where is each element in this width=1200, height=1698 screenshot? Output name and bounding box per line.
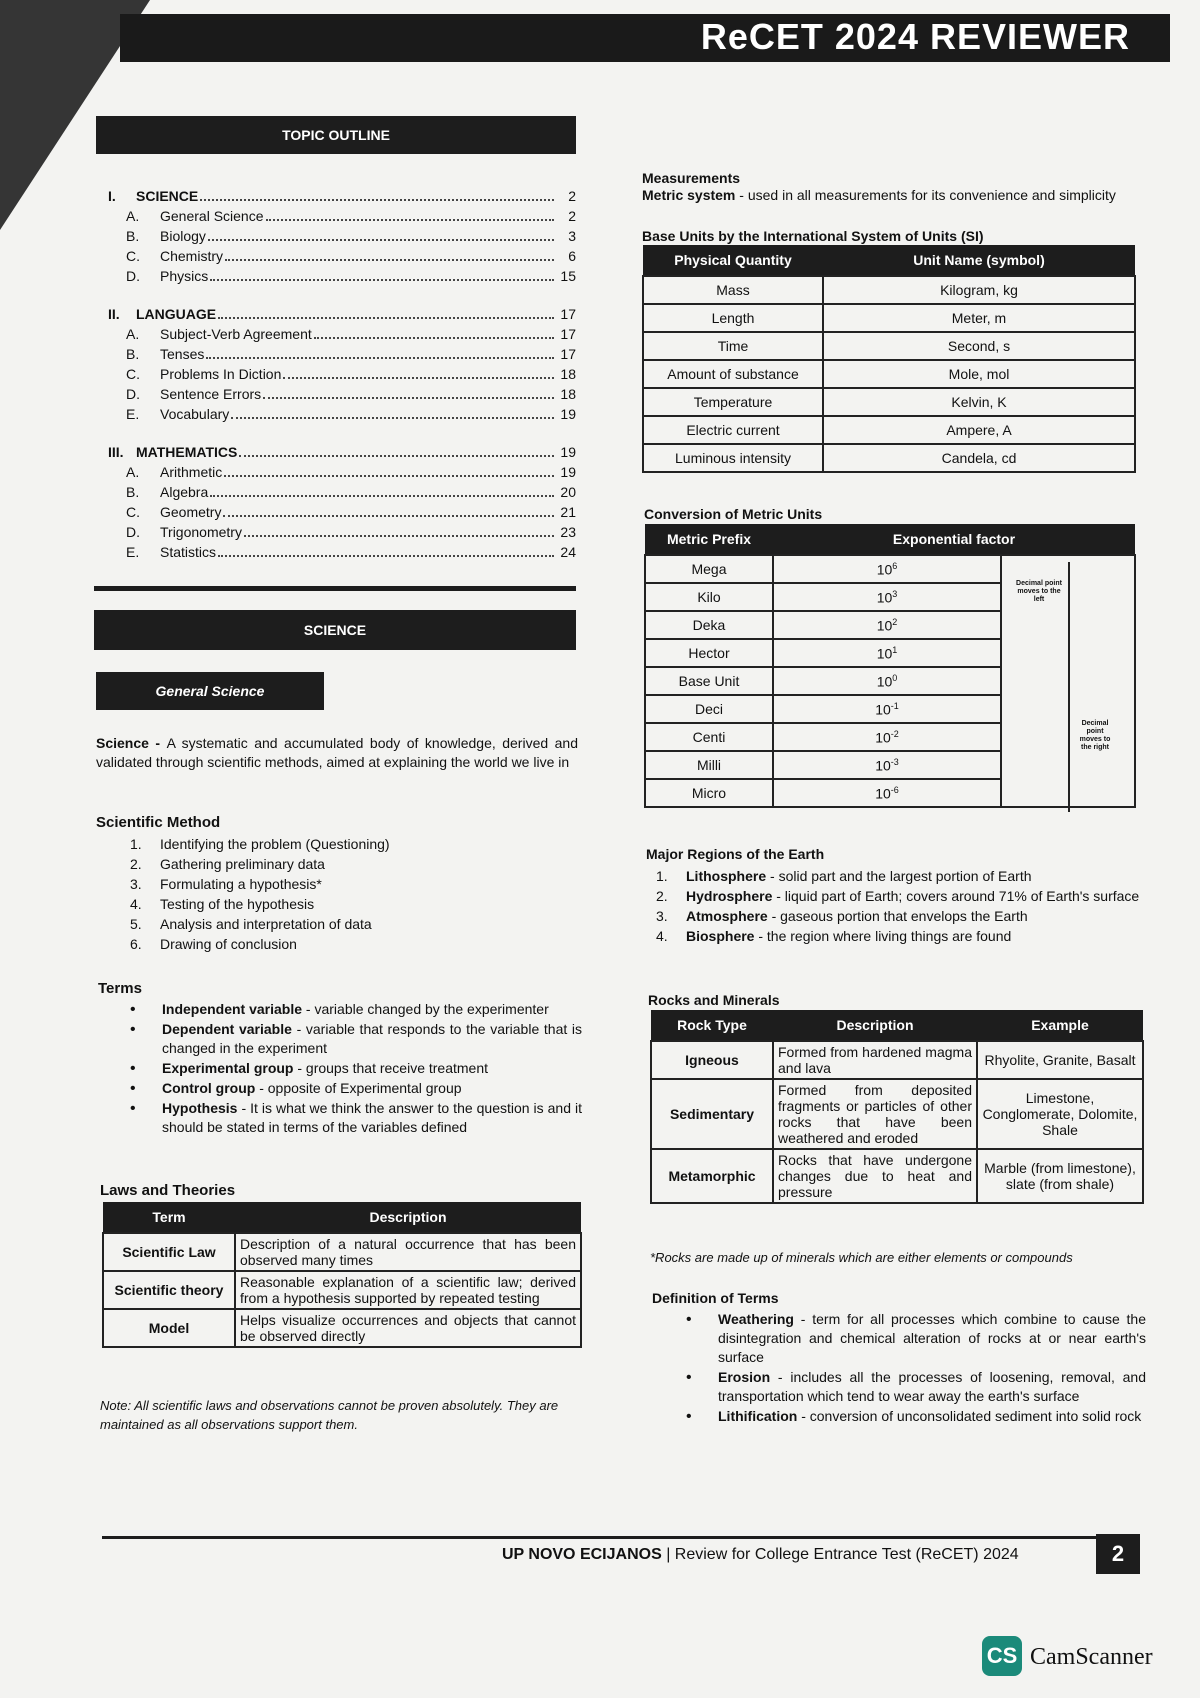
terms-title: Terms bbox=[98, 980, 142, 997]
list-item-term: Weathering bbox=[718, 1311, 794, 1327]
region-desc: - liquid part of Earth; covers around 71% of Earth's surface bbox=[772, 888, 1140, 904]
toc-item-label: Chemistry bbox=[160, 248, 224, 264]
si-unit-cell: Kelvin, K bbox=[823, 388, 1135, 416]
prefix-cell: Centi bbox=[645, 723, 773, 751]
toc-section-label: MATHEMATICS bbox=[136, 444, 238, 460]
method-step-number: 2. bbox=[130, 856, 142, 872]
toc-item-label: Sentence Errors bbox=[160, 386, 262, 402]
laws-note: Note: All scientific laws and observations cannot be proven absolutely. They are maintained as all observations support them. bbox=[100, 1398, 559, 1432]
toc-item bbox=[108, 344, 576, 364]
factor-base: 10 bbox=[875, 785, 891, 802]
table-row bbox=[103, 1309, 581, 1347]
region-item bbox=[656, 886, 1144, 906]
factor-base: 10 bbox=[875, 757, 891, 774]
bullet-icon: • bbox=[130, 1100, 136, 1117]
toc-item-page: 18 bbox=[560, 366, 576, 382]
scientific-method-title: Scientific Method bbox=[96, 814, 221, 831]
factor-base: 10 bbox=[875, 701, 891, 718]
table-row bbox=[643, 444, 1135, 472]
toc-item bbox=[108, 206, 576, 226]
rock-type-cell: Sedimentary bbox=[651, 1079, 773, 1149]
list-item bbox=[130, 1000, 582, 1019]
toc-item-label: Trigonometry bbox=[160, 524, 242, 540]
decimal-left-note: Decimal point moves to the left bbox=[1016, 580, 1062, 603]
toc-leader bbox=[210, 495, 554, 497]
list-item bbox=[686, 1310, 1146, 1367]
topic-outline-bar: TOPIC OUTLINE bbox=[96, 116, 576, 154]
toc-item bbox=[108, 404, 576, 424]
list-item-text bbox=[162, 1099, 582, 1137]
factor-exponent: 6 bbox=[892, 560, 898, 571]
toc-leader bbox=[283, 377, 554, 379]
prefix-cell: Mega bbox=[645, 555, 773, 583]
toc-item bbox=[108, 482, 576, 502]
table-row bbox=[643, 388, 1135, 416]
factor-exponent: 2 bbox=[892, 616, 898, 627]
toc-spacer bbox=[108, 286, 576, 304]
factor-cell bbox=[773, 751, 1001, 779]
toc-item bbox=[108, 542, 576, 562]
conversion-title: Conversion of Metric Units bbox=[644, 506, 823, 522]
conversion-header-factor: Exponential factor bbox=[773, 524, 1135, 555]
toc-item-letter: B. bbox=[126, 484, 140, 500]
rock-example-cell: Limestone, Conglomerate, Dolomite, Shale bbox=[977, 1079, 1143, 1149]
region-text bbox=[686, 906, 1144, 926]
method-step-text: Identifying the problem (Questioning) bbox=[160, 836, 390, 852]
si-quantity-cell: Mass bbox=[643, 276, 823, 304]
si-quantity-cell: Time bbox=[643, 332, 823, 360]
list-item-term: Lithification bbox=[718, 1408, 798, 1424]
bullet-icon: • bbox=[130, 1001, 136, 1018]
list-item-term: Experimental group bbox=[162, 1060, 294, 1076]
toc-section bbox=[108, 442, 576, 462]
method-step-number: 5. bbox=[130, 916, 142, 932]
science-definition-text: A systematic and accumulated body of knowledge, derived and validated through scientific methods, aimed at explaining the world we live in bbox=[96, 735, 578, 770]
toc-item-label: Geometry bbox=[160, 504, 222, 520]
toc-item-page: 3 bbox=[568, 228, 576, 244]
si-quantity-cell: Temperature bbox=[643, 388, 823, 416]
list-item-text bbox=[162, 1000, 582, 1019]
region-term: Hydrosphere bbox=[686, 888, 773, 904]
toc-item-letter: C. bbox=[126, 504, 140, 520]
toc-item-page: 23 bbox=[560, 524, 576, 540]
toc-item-letter: A. bbox=[126, 208, 140, 224]
factor-base: 10 bbox=[876, 561, 893, 578]
decimal-right-note: Decimal point moves to the right bbox=[1079, 720, 1111, 751]
toc-leader bbox=[244, 535, 554, 537]
toc-item-letter: E. bbox=[126, 406, 140, 422]
prefix-cell: Micro bbox=[645, 779, 773, 807]
list-item-desc: - opposite of Experimental group bbox=[255, 1080, 462, 1096]
rock-type-cell: Igneous bbox=[651, 1041, 773, 1079]
list-item-term: Dependent variable bbox=[162, 1021, 292, 1037]
toc-item bbox=[108, 462, 576, 482]
region-number: 3. bbox=[656, 908, 668, 924]
toc-item-label: Biology bbox=[160, 228, 206, 244]
bullet-icon: • bbox=[130, 1080, 136, 1097]
toc-section-num: II. bbox=[108, 306, 120, 322]
list-item bbox=[130, 1099, 582, 1137]
list-item bbox=[686, 1368, 1146, 1406]
bullet-icon: • bbox=[686, 1369, 692, 1386]
toc-item-page: 17 bbox=[560, 346, 576, 362]
toc-leader bbox=[231, 417, 554, 419]
factor-exponent: 1 bbox=[892, 644, 898, 655]
factor-cell bbox=[773, 779, 1001, 807]
list-item-text bbox=[718, 1368, 1146, 1406]
toc-item bbox=[108, 324, 576, 344]
rock-example-cell: Marble (from limestone), slate (from shale) bbox=[977, 1149, 1143, 1203]
regions-list bbox=[656, 866, 1144, 946]
page-number: 2 bbox=[1096, 1534, 1140, 1574]
laws-desc-cell: Reasonable explanation of a scientific law; derived from a hypothesis supported by repeated testing bbox=[235, 1271, 581, 1309]
list-item-desc: - includes all the processes of loosening, removal, and transportation which tend to wear away the earth's surface bbox=[718, 1369, 1146, 1404]
bullet-icon: • bbox=[130, 1060, 136, 1077]
toc-item-page: 15 bbox=[560, 268, 576, 284]
table-row bbox=[643, 332, 1135, 360]
rocks-header-example: Example bbox=[977, 1010, 1143, 1041]
region-term: Atmosphere bbox=[686, 908, 768, 924]
toc-leader bbox=[208, 239, 554, 241]
toc-leader bbox=[210, 279, 554, 281]
toc-leader bbox=[206, 357, 554, 359]
toc-item-page: 21 bbox=[560, 504, 576, 520]
toc-leader bbox=[223, 515, 554, 517]
laws-header-description: Description bbox=[235, 1202, 581, 1233]
toc-item-letter: B. bbox=[126, 346, 140, 362]
toc-item-page: 19 bbox=[560, 464, 576, 480]
si-unit-cell: Kilogram, kg bbox=[823, 276, 1135, 304]
toc-item-label: General Science bbox=[160, 208, 264, 224]
region-number: 4. bbox=[656, 928, 668, 944]
method-step-text: Gathering preliminary data bbox=[160, 856, 325, 872]
region-text bbox=[686, 886, 1144, 906]
decimal-arrow-line bbox=[1068, 562, 1070, 812]
decimal-arrow-cell bbox=[1001, 555, 1135, 807]
toc-leader bbox=[266, 219, 554, 221]
toc-item-letter: C. bbox=[126, 248, 140, 264]
method-step-text: Drawing of conclusion bbox=[160, 936, 297, 952]
method-step bbox=[130, 854, 390, 874]
regions-title: Major Regions of the Earth bbox=[646, 846, 825, 862]
factor-cell bbox=[773, 723, 1001, 751]
toc-item-page: 24 bbox=[560, 544, 576, 560]
rock-example-cell: Rhyolite, Granite, Basalt bbox=[977, 1041, 1143, 1079]
toc-item bbox=[108, 502, 576, 522]
table-row bbox=[643, 416, 1135, 444]
toc-item-letter: A. bbox=[126, 326, 140, 342]
list-item bbox=[130, 1079, 582, 1098]
toc-item-label: Vocabulary bbox=[160, 406, 230, 422]
toc-leader bbox=[239, 455, 554, 457]
toc-item-label: Arithmetic bbox=[160, 464, 223, 480]
toc-item-letter: D. bbox=[126, 268, 140, 284]
laws-term-cell: Model bbox=[103, 1309, 235, 1347]
factor-base: 10 bbox=[876, 617, 893, 634]
list-item-text bbox=[718, 1310, 1146, 1367]
toc-section-num: III. bbox=[108, 444, 124, 460]
factor-base: 10 bbox=[876, 645, 893, 662]
table-row bbox=[651, 1079, 1143, 1149]
footer-rule bbox=[102, 1536, 1102, 1539]
si-quantity-cell: Electric current bbox=[643, 416, 823, 444]
toc-item-letter: C. bbox=[126, 366, 140, 382]
prefix-cell: Milli bbox=[645, 751, 773, 779]
si-header-quantity: Physical Quantity bbox=[643, 245, 823, 276]
factor-cell bbox=[773, 555, 1001, 583]
bullet-icon: • bbox=[686, 1311, 692, 1328]
method-step-number: 3. bbox=[130, 876, 142, 892]
method-step-number: 1. bbox=[130, 836, 142, 852]
method-step bbox=[130, 934, 390, 954]
toc-item-page: 17 bbox=[560, 326, 576, 342]
toc-item-label: Problems In Diction bbox=[160, 366, 282, 382]
toc-item bbox=[108, 522, 576, 542]
laws-term-cell: Scientific Law bbox=[103, 1233, 235, 1271]
footer-org: UP NOVO ECIJANOS bbox=[502, 1546, 662, 1563]
toc-leader bbox=[218, 317, 554, 319]
table-row bbox=[643, 360, 1135, 388]
si-header-unit: Unit Name (symbol) bbox=[823, 245, 1135, 276]
laws-desc-cell: Description of a natural occurrence that has been observed many times bbox=[235, 1233, 581, 1271]
factor-exponent: -2 bbox=[890, 728, 899, 739]
factor-cell bbox=[773, 611, 1001, 639]
prefix-cell: Base Unit bbox=[645, 667, 773, 695]
factor-exponent: -3 bbox=[890, 756, 899, 767]
rock-desc-cell: Rocks that have undergone changes due to heat and pressure bbox=[773, 1149, 977, 1203]
list-item-text bbox=[162, 1079, 582, 1098]
list-item bbox=[686, 1407, 1146, 1426]
si-unit-cell: Candela, cd bbox=[823, 444, 1135, 472]
toc-item-letter: E. bbox=[126, 544, 140, 560]
list-item-term: Erosion bbox=[718, 1369, 771, 1385]
method-step bbox=[130, 834, 390, 854]
rock-desc-cell: Formed from hardened magma and lava bbox=[773, 1041, 977, 1079]
science-definition bbox=[96, 734, 578, 772]
toc-leader bbox=[224, 475, 554, 477]
prefix-cell: Kilo bbox=[645, 583, 773, 611]
metric-system-term: Metric system bbox=[642, 187, 736, 203]
camscanner-logo: CS bbox=[982, 1636, 1022, 1676]
laws-title: Laws and Theories bbox=[100, 1182, 236, 1199]
si-unit-cell: Ampere, A bbox=[823, 416, 1135, 444]
region-term: Lithosphere bbox=[686, 868, 767, 884]
factor-exponent: 3 bbox=[892, 588, 898, 599]
region-number: 1. bbox=[656, 868, 668, 884]
conversion-table bbox=[644, 524, 1136, 808]
table-row bbox=[651, 1041, 1143, 1079]
header-title: ReCET 2024 REVIEWER bbox=[700, 16, 1130, 57]
factor-cell bbox=[773, 583, 1001, 611]
bullet-icon: • bbox=[130, 1021, 136, 1038]
factor-exponent: 0 bbox=[892, 672, 898, 683]
rocks-note: *Rocks are made up of minerals which are either elements or compounds bbox=[650, 1250, 1073, 1265]
toc-item-page: 2 bbox=[568, 208, 576, 224]
si-unit-cell: Meter, m bbox=[823, 304, 1135, 332]
metric-system-desc: - used in all measurements for its convenience and simplicity bbox=[735, 187, 1116, 203]
factor-cell bbox=[773, 667, 1001, 695]
list-item-desc: - conversion of unconsolidated sediment into solid rock bbox=[797, 1408, 1142, 1424]
region-desc: - the region where living things are found bbox=[754, 928, 1012, 944]
region-text bbox=[686, 866, 1144, 886]
terms-list bbox=[130, 1000, 582, 1138]
region-number: 2. bbox=[656, 888, 668, 904]
factor-base: 10 bbox=[876, 673, 893, 690]
prefix-cell: Hector bbox=[645, 639, 773, 667]
toc-item-page: 18 bbox=[560, 386, 576, 402]
list-item-desc: - variable that responds to the variable that is changed in the experiment bbox=[162, 1021, 582, 1056]
table-row bbox=[103, 1233, 581, 1271]
list-item-desc: - groups that receive treatment bbox=[293, 1060, 489, 1076]
toc-section-label: LANGUAGE bbox=[136, 306, 217, 322]
region-item bbox=[656, 906, 1144, 926]
factor-cell bbox=[773, 639, 1001, 667]
list-item-desc: - term for all processes which combine to cause the disintegration and chemical alteration of rocks at or near earth's surface bbox=[718, 1311, 1146, 1365]
rocks-title: Rocks and Minerals bbox=[648, 992, 780, 1008]
definitions-title: Definition of Terms bbox=[652, 1290, 779, 1306]
list-item-text bbox=[162, 1020, 582, 1058]
toc-item-label: Subject-Verb Agreement bbox=[160, 326, 312, 342]
factor-cell bbox=[773, 695, 1001, 723]
toc-item bbox=[108, 266, 576, 286]
toc-leader bbox=[225, 259, 554, 261]
toc-section bbox=[108, 304, 576, 324]
si-unit-cell: Mole, mol bbox=[823, 360, 1135, 388]
list-item bbox=[130, 1020, 582, 1058]
topic-outline bbox=[108, 186, 576, 562]
toc-item bbox=[108, 226, 576, 246]
si-quantity-cell: Length bbox=[643, 304, 823, 332]
method-step bbox=[130, 874, 390, 894]
toc-leader bbox=[314, 337, 554, 339]
toc-item bbox=[108, 364, 576, 384]
list-item-text bbox=[718, 1407, 1146, 1426]
prefix-cell: Deka bbox=[645, 611, 773, 639]
si-units-table bbox=[642, 245, 1136, 473]
si-quantity-cell: Amount of substance bbox=[643, 360, 823, 388]
scientific-method-list bbox=[130, 834, 390, 954]
measurements-title: Measurements bbox=[642, 170, 741, 186]
toc-item-page: 20 bbox=[560, 484, 576, 500]
region-text bbox=[686, 926, 1144, 946]
conversion-header-prefix: Metric Prefix bbox=[645, 524, 773, 555]
camscanner-text: CamScanner bbox=[1030, 1644, 1153, 1670]
list-item-desc: - It is what we think the answer to the question is and it should be stated in terms of the variables defined bbox=[162, 1100, 582, 1135]
laws-desc-cell: Helps visualize occurrences and objects that cannot be observed directly bbox=[235, 1309, 581, 1347]
method-step-number: 4. bbox=[130, 896, 142, 912]
list-item-text bbox=[162, 1059, 582, 1078]
toc-leader bbox=[218, 555, 554, 557]
method-step bbox=[130, 914, 390, 934]
laws-term-cell: Scientific theory bbox=[103, 1271, 235, 1309]
factor-base: 10 bbox=[875, 729, 891, 746]
table-row bbox=[643, 304, 1135, 332]
general-science-bar: General Science bbox=[96, 672, 324, 710]
laws-header-term: Term bbox=[103, 1202, 235, 1233]
toc-leader bbox=[200, 199, 554, 201]
table-row bbox=[651, 1149, 1143, 1203]
factor-base: 10 bbox=[876, 589, 893, 606]
toc-item-letter: D. bbox=[126, 386, 140, 402]
rocks-header-type: Rock Type bbox=[651, 1010, 773, 1041]
science-definition-term: Science - bbox=[96, 735, 167, 751]
table-row bbox=[103, 1271, 581, 1309]
region-item bbox=[656, 866, 1144, 886]
toc-item-letter: D. bbox=[126, 524, 140, 540]
toc-item bbox=[108, 384, 576, 404]
section-divider bbox=[94, 586, 576, 591]
list-item-term: Hypothesis bbox=[162, 1100, 238, 1116]
table-row bbox=[645, 555, 1135, 583]
factor-exponent: -6 bbox=[890, 784, 899, 795]
toc-section-num: I. bbox=[108, 188, 116, 204]
prefix-cell: Deci bbox=[645, 695, 773, 723]
footer-desc: | Review for College Entrance Test (ReCET) 2024 bbox=[661, 1546, 1019, 1563]
toc-item-label: Physics bbox=[160, 268, 209, 284]
toc-section-page: 19 bbox=[560, 444, 576, 460]
laws-table bbox=[102, 1202, 582, 1348]
method-step-text: Testing of the hypothesis bbox=[160, 896, 315, 912]
header-banner bbox=[120, 14, 1170, 62]
table-row bbox=[643, 276, 1135, 304]
method-step-number: 6. bbox=[130, 936, 142, 952]
toc-section-label: SCIENCE bbox=[136, 188, 199, 204]
toc-item-label: Algebra bbox=[160, 484, 209, 500]
toc-item-page: 6 bbox=[568, 248, 576, 264]
si-quantity-cell: Luminous intensity bbox=[643, 444, 823, 472]
bullet-icon: • bbox=[686, 1408, 692, 1425]
list-item-term: Control group bbox=[162, 1080, 256, 1096]
list-item-term: Independent variable bbox=[162, 1001, 303, 1017]
toc-item-label: Statistics bbox=[160, 544, 217, 560]
method-step-text: Analysis and interpretation of data bbox=[160, 916, 372, 932]
toc-section-page: 17 bbox=[560, 306, 576, 322]
toc-item-letter: A. bbox=[126, 464, 140, 480]
region-desc: - gaseous portion that envelops the Earth bbox=[767, 908, 1028, 924]
footer-text bbox=[502, 1546, 1019, 1564]
si-unit-cell: Second, s bbox=[823, 332, 1135, 360]
science-section-bar: SCIENCE bbox=[94, 610, 576, 650]
method-step-text: Formulating a hypothesis* bbox=[160, 876, 322, 892]
region-item bbox=[656, 926, 1144, 946]
factor-exponent: -1 bbox=[890, 700, 899, 711]
toc-spacer bbox=[108, 424, 576, 442]
list-item-desc: - variable changed by the experimenter bbox=[302, 1001, 549, 1017]
region-term: Biosphere bbox=[686, 928, 755, 944]
metric-system-text bbox=[642, 186, 1134, 205]
toc-item-label: Tenses bbox=[160, 346, 205, 362]
toc-section bbox=[108, 186, 576, 206]
rocks-header-description: Description bbox=[773, 1010, 977, 1041]
si-units-title: Base Units by the International System of Units (SI) bbox=[642, 228, 984, 244]
toc-item bbox=[108, 246, 576, 266]
toc-item-letter: B. bbox=[126, 228, 140, 244]
toc-section-page: 2 bbox=[568, 188, 576, 204]
toc-item-page: 19 bbox=[560, 406, 576, 422]
list-item bbox=[130, 1059, 582, 1078]
rocks-table bbox=[650, 1010, 1144, 1204]
method-step bbox=[130, 894, 390, 914]
rock-type-cell: Metamorphic bbox=[651, 1149, 773, 1203]
rock-desc-cell: Formed from deposited fragments or particles of other rocks that have been weathered and eroded bbox=[773, 1079, 977, 1149]
definitions-list bbox=[686, 1310, 1146, 1427]
region-desc: - solid part and the largest portion of Earth bbox=[766, 868, 1032, 884]
toc-leader bbox=[263, 397, 554, 399]
